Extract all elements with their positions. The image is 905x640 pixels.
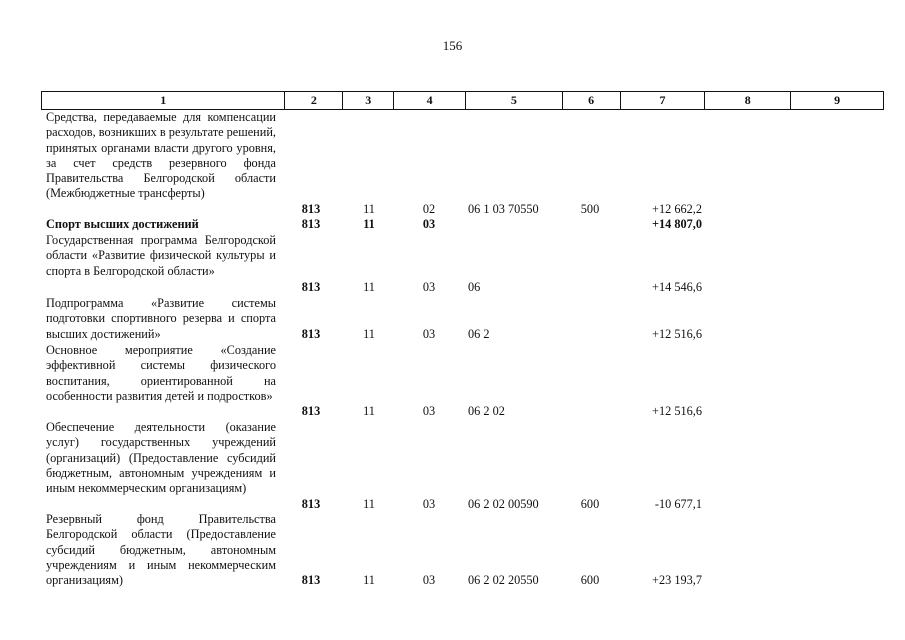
header-col-2: 2 [285, 92, 343, 109]
cell-section: 11 [363, 404, 375, 418]
cell-ministry-code: 813 [301, 327, 321, 341]
header-col-1: 1 [42, 92, 285, 109]
row-description: Подпрограмма «Развитие системы подготовки спортивного резерва и спорта высших достижений» [46, 296, 276, 341]
cell-subsection: 03 [422, 497, 436, 511]
cell-ministry-code: 813 [301, 497, 321, 511]
cell-section: 11 [363, 327, 375, 341]
cell-section: 11 [363, 573, 375, 587]
header-col-9: 9 [834, 93, 841, 107]
cell-ministry-code: 813 [301, 280, 321, 294]
cell-target-article: 06 2 02 20550 [468, 573, 539, 587]
row-description: Основное мероприятие «Создание эффективной системы физического воспитания, ориентированной на особенности развития детей и подростков» [46, 343, 276, 403]
cell-amount: +12 662,2 [652, 202, 702, 216]
cell-subsection: 03 [422, 280, 436, 294]
cell-ministry-code: 813 [301, 202, 321, 216]
header-col-4: 4 [394, 92, 466, 109]
row-description: Спорт высших достижений [46, 217, 199, 231]
header-col-5: 5 [466, 92, 563, 109]
cell-amount: +23 193,7 [652, 573, 702, 587]
cell-ministry-code: 813 [301, 217, 321, 231]
cell-amount: +12 516,6 [652, 404, 702, 418]
table-header-row [41, 91, 884, 110]
cell-subsection: 03 [422, 573, 436, 587]
cell-amount: +14 807,0 [651, 217, 702, 231]
cell-target-article: 06 2 02 [468, 404, 505, 418]
header-col-3: 3 [343, 92, 394, 109]
cell-section: 11 [363, 202, 375, 216]
header-col-7: 7 [621, 92, 706, 109]
cell-expense-type: 500 [580, 202, 600, 216]
cell-amount: -10 677,1 [654, 497, 702, 511]
cell-section: 11 [363, 497, 375, 511]
row-description: Резервный фонд Правительства Белгородской области (Предоставление субсидий бюджетным, автономным учреждениям и иным некоммерческим организациям) [46, 512, 276, 588]
cell-ministry-code: 813 [301, 573, 321, 587]
row-description: Обеспечение деятельности (оказание услуг) государственных учреждений (организаций) (Предоставление субсидий бюджетным, автономным учреждениям и иным некоммерческим организациям) [46, 420, 276, 496]
cell-target-article: 06 2 [468, 327, 490, 341]
cell-subsection: 03 [422, 217, 436, 231]
cell-target-article: 06 2 02 00590 [468, 497, 539, 511]
cell-ministry-code: 813 [301, 404, 321, 418]
cell-section: 11 [363, 280, 375, 294]
cell-target-article: 06 [468, 280, 481, 294]
cell-expense-type: 600 [580, 573, 600, 587]
cell-section: 11 [363, 217, 375, 231]
header-col-6: 6 [563, 92, 621, 109]
cell-subsection: 02 [422, 202, 436, 216]
row-description: Средства, передаваемые для компенсации расходов, возникших в результате решений, принятых органами власти другого уровня, за счет средств резервного фонда Правительства Белгородской области (Межбюджетные трансферты) [46, 110, 276, 201]
cell-subsection: 03 [422, 404, 436, 418]
cell-expense-type: 600 [580, 497, 600, 511]
cell-target-article: 06 1 03 70550 [468, 202, 539, 216]
cell-amount: +14 546,6 [652, 280, 702, 294]
header-col-8: 8 [705, 92, 791, 109]
row-description: Государственная программа Белгородской области «Развитие физической культуры и спорта в Белгородской области» [46, 233, 276, 278]
cell-subsection: 03 [422, 327, 436, 341]
page-number: 156 [442, 38, 463, 53]
cell-amount: +12 516,6 [652, 327, 702, 341]
